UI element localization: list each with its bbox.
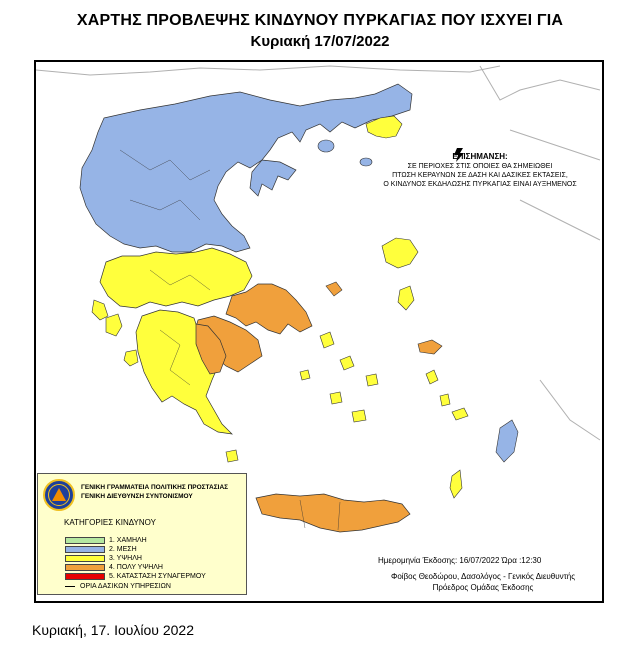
issue-date: Ημερομηνία Έκδοσης: 16/07/2022 Ώρα :12:30 <box>378 556 542 565</box>
boundary-label: ΟΡΙΑ ΔΑΣΙΚΩΝ ΥΠΗΡΕΣΙΩΝ <box>80 583 171 590</box>
legend-row-low <box>65 536 147 545</box>
swatch-medium <box>65 546 105 553</box>
lightning-note <box>360 152 600 189</box>
footer-date: Κυριακή, 17. Ιουλίου 2022 <box>32 622 194 638</box>
issue-author-2: Πρόεδρος Ομάδας Έκδοσης <box>432 583 534 592</box>
legend-label-medium: 2. ΜΕΣΗ <box>109 546 137 553</box>
legend-row-very-high <box>65 563 163 572</box>
island-cyclades-1 <box>340 356 354 370</box>
island-rhodes <box>496 420 518 462</box>
legend-row-alarm <box>65 572 206 581</box>
note-line-3: Ο ΚΙΝΔΥΝΟΣ ΕΚΔΗΛΩΣΗΣ ΠΥΡΚΑΓΙΑΣ ΕΙΝΑΙ ΑΥΞΗΜΕΝΟΣ <box>383 181 577 188</box>
island-dodecanese-2 <box>440 394 450 406</box>
island-karpathos <box>450 470 462 498</box>
island-lesvos <box>382 238 418 268</box>
note-line-2: ΠΤΩΣΗ ΚΕΡΑΥΝΩΝ ΣΕ ΔΑΣΗ ΚΑΙ ΔΑΣΙΚΕΣ ΕΚΤΑΣΕΙΣ, <box>392 172 568 179</box>
swatch-low <box>65 537 105 544</box>
note-heading: ΕΠΙΣΗΜΑΝΣΗ: <box>452 152 508 161</box>
island-cyclades-5 <box>352 410 366 422</box>
legend-label-alarm: 5. ΚΑΤΑΣΤΑΣΗ ΣΥΝΑΓΕΡΜΟΥ <box>109 573 206 580</box>
issue-author-1: Φοίβος Θεοδώρου, Δασολόγος - Γενικός Διευθυντής <box>390 572 576 581</box>
legend-box <box>37 473 247 595</box>
island-chios <box>398 286 414 310</box>
island-dodecanese-1 <box>426 370 438 384</box>
legend-organization <box>81 483 228 501</box>
legend-label-high: 3. ΥΨΗΛΗ <box>109 555 142 562</box>
swatch-very-high <box>65 564 105 571</box>
swatch-high <box>65 555 105 562</box>
region-crete <box>256 494 410 532</box>
civil-protection-logo <box>43 479 75 511</box>
legend-boundary <box>65 583 171 590</box>
region-chalkidiki <box>250 160 296 196</box>
legend-label-low: 1. ΧΑΜΗΛΗ <box>109 537 147 544</box>
island-samos <box>418 340 442 354</box>
island-skyros <box>326 282 342 296</box>
categories-title: ΚΑΤΗΓΟΡΙΕΣ ΚΙΝΔΥΝΟΥ <box>64 518 156 527</box>
island-andros <box>320 332 334 348</box>
map-date: Κυριακή 17/07/2022 <box>250 33 390 50</box>
island-cyclades-3 <box>300 370 310 380</box>
island-zakynthos <box>124 350 138 366</box>
island-cyclades-4 <box>330 392 342 404</box>
boundary-line-symbol <box>65 586 75 587</box>
org-line-2: ΓΕΝΙΚΗ ΔΙΕΥΘΥΝΣΗ ΣΥΝΤΟΝΙΣΜΟΥ <box>81 493 193 500</box>
island-cyclades-2 <box>366 374 378 386</box>
legend-label-very-high: 4. ΠΟΛΥ ΥΨΗΛΗ <box>109 564 163 571</box>
island-kefalonia <box>106 314 122 336</box>
island-kythira <box>226 450 238 462</box>
note-line-1: ΣΕ ΠΕΡΙΟΧΕΣ ΣΤΙΣ ΟΠΟΙΕΣ ΘΑ ΣΗΜΕΙΩΘΕΙ <box>407 163 553 170</box>
island-thasos <box>318 140 334 152</box>
region-thessaly <box>100 248 252 308</box>
island-west-yellow <box>92 300 108 320</box>
map-title: ΧΑΡΤΗΣ ΠΡΟΒΛΕΨΗΣ ΚΙΝΔΥΝΟΥ ΠΥΡΚΑΓΙΑΣ ΠΟΥ ΙΣΧΥΕΙ ΓΙΑ <box>76 12 564 29</box>
island-kos <box>452 408 468 420</box>
legend-row-high <box>65 554 142 563</box>
org-line-1: ΓΕΝΙΚΗ ΓΡΑΜΜΑΤΕΙΑ ΠΟΛΙΤΙΚΗΣ ΠΡΟΣΤΑΣΙΑΣ <box>81 484 229 491</box>
legend-row-medium <box>65 545 137 554</box>
swatch-alarm <box>65 573 105 580</box>
